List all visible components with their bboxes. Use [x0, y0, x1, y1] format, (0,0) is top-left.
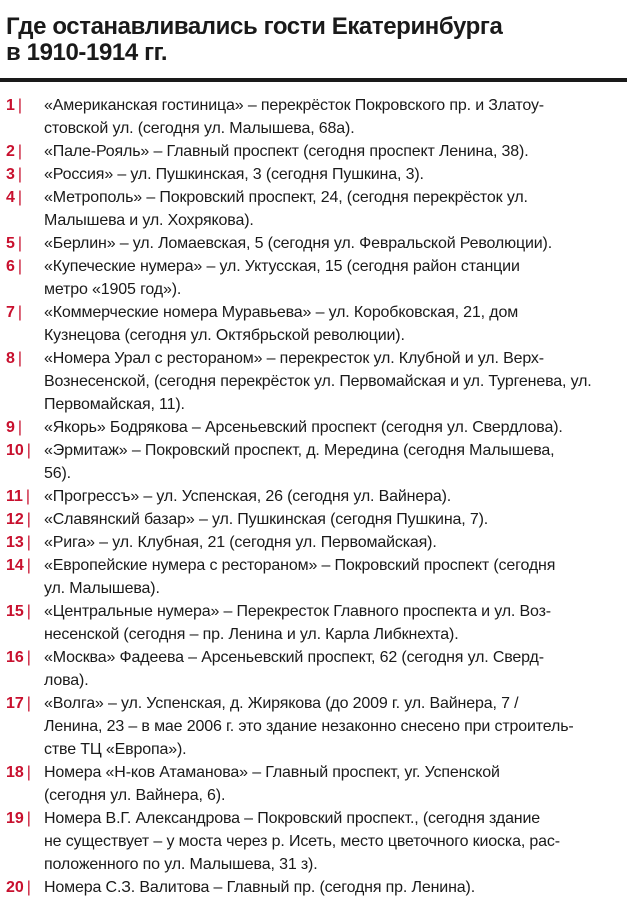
item-text: Номера С.З. Валитова – Главный пр. (сегодня пр. Ленина).: [44, 879, 475, 896]
item-text: «Берлин» – ул. Ломаевская, 5 (сегодня ул. Февральской Революции).: [44, 235, 553, 252]
item-number-value: 14: [6, 557, 24, 574]
item-number: [6, 761, 44, 784]
item-number: [6, 646, 44, 669]
title-divider: [0, 78, 627, 82]
item-text: «Центральные нумера» – Перекресток Главного проспекта и ул. Воз- несенской (сегодня – пр. Ленина и ул. Карла Либкнехта).: [44, 603, 551, 643]
item-text: «Метрополь» – Покровский проспект, 24, (сегодня перекрёсток ул. Малышева и ул. Хохрякова).: [44, 189, 528, 229]
item-number-value: 11: [6, 488, 23, 505]
item-separator: |: [26, 442, 31, 459]
item-text: «Рига» – ул. Клубная, 21 (сегодня ул. Первомайская).: [44, 534, 437, 551]
item-text: Номера В.Г. Александрова – Покровский проспект., (сегодня здание не существует – у моста через р. Исеть, место цветочного киоска, рас- положенного по ул. Малышева, 31 з).: [44, 810, 560, 873]
item-number: [6, 600, 44, 623]
item-separator: |: [26, 695, 31, 712]
item-number: [6, 508, 44, 531]
list-item: [6, 94, 623, 140]
item-number-value: 20: [6, 879, 24, 896]
item-number-value: 1: [6, 97, 15, 114]
item-text: «Коммерческие номера Муравьева» – ул. Коробковская, 21, дом Кузнецова (сегодня ул. Октябрьской революции).: [44, 304, 519, 344]
item-text: «Якорь» Бодрякова – Арсеньевский проспект (сегодня ул. Свердлова).: [44, 419, 563, 436]
item-number: [6, 807, 44, 830]
item-number-value: 2: [6, 143, 15, 160]
list-item: [6, 140, 623, 163]
item-separator: |: [26, 534, 31, 551]
item-separator: |: [17, 304, 23, 321]
item-separator: |: [26, 557, 31, 574]
item-number: [6, 554, 44, 577]
item-separator: |: [25, 488, 31, 505]
list-item: [6, 232, 623, 255]
item-text: Номера «Н-ков Атаманова» – Главный проспект, уг. Успенской (сегодня ул. Вайнера, 6).: [44, 764, 500, 804]
hotel-list: [6, 94, 623, 899]
item-number-value: 12: [6, 511, 24, 528]
page-title-line-1: Где останавливались гости Екатеринбурга: [6, 13, 503, 40]
item-number: [6, 301, 44, 324]
item-separator: |: [17, 166, 23, 183]
item-number: [6, 347, 44, 370]
item-text: «Эрмитаж» – Покровский проспект, д. Мередина (сегодня Малышева, 56).: [44, 442, 555, 482]
list-item: [6, 416, 623, 439]
item-number: [6, 876, 44, 899]
list-item: [6, 163, 623, 186]
item-number-value: 10: [6, 442, 24, 459]
item-number: [6, 94, 44, 117]
item-separator: |: [17, 143, 23, 160]
list-item: [6, 876, 623, 899]
item-number-value: 8: [6, 350, 15, 367]
item-text: «Прогрессъ» – ул. Успенская, 26 (сегодня ул. Вайнера).: [44, 488, 452, 505]
item-separator: |: [17, 419, 23, 436]
item-number-value: 13: [6, 534, 24, 551]
item-number-value: 16: [6, 649, 24, 666]
list-item: [6, 807, 623, 876]
item-separator: |: [17, 97, 23, 114]
item-text: «Европейские нумера с рестораном» – Покровский проспект (сегодня ул. Малышева).: [44, 557, 556, 597]
item-separator: |: [26, 810, 31, 827]
list-item: [6, 485, 623, 508]
item-number-value: 4: [6, 189, 15, 206]
list-item: [6, 692, 623, 761]
list-item: [6, 531, 623, 554]
list-item: [6, 761, 623, 807]
item-text: «Американская гостиница» – перекрёсток Покровского пр. и Златоу- стовской ул. (сегодня ул. Малышева, 68а).: [44, 97, 544, 137]
list-item: [6, 554, 623, 600]
list-item: [6, 301, 623, 347]
list-item: [6, 186, 623, 232]
item-number-value: 5: [6, 235, 15, 252]
item-number: [6, 255, 44, 278]
item-number-value: 6: [6, 258, 15, 275]
item-number: [6, 439, 44, 462]
item-separator: |: [26, 879, 31, 896]
item-separator: |: [26, 603, 31, 620]
item-number-value: 7: [6, 304, 15, 321]
item-number: [6, 531, 44, 554]
item-text: «Славянский базар» – ул. Пушкинская (сегодня Пушкина, 7).: [44, 511, 489, 528]
list-item: [6, 255, 623, 301]
item-number: [6, 692, 44, 715]
list-item: [6, 600, 623, 646]
item-number: [6, 416, 44, 439]
page-title: [6, 14, 623, 66]
item-number: [6, 485, 44, 508]
item-text: «Волга» – ул. Успенская, д. Жирякова (до 2009 г. ул. Вайнера, 7 / Ленина, 23 – в мае 2006 г. это здание незаконно снесено при строитель- стве ТЦ «Европа»).: [44, 695, 574, 758]
list-item: [6, 347, 623, 416]
item-separator: |: [17, 350, 23, 367]
list-item: [6, 646, 623, 692]
item-separator: |: [26, 764, 31, 781]
item-number: [6, 232, 44, 255]
item-text: «Россия» – ул. Пушкинская, 3 (сегодня Пушкина, 3).: [44, 166, 424, 183]
item-number: [6, 186, 44, 209]
item-text: «Номера Урал с рестораном» – перекресток ул. Клубной и ул. Верх- Вознесенской, (сегодня перекрёсток ул. Первомайская и ул. Тургенева, ул. Первомайская, 11).: [44, 350, 592, 413]
page-title-line-2: в 1910-1914 гг.: [6, 39, 168, 66]
item-separator: |: [17, 258, 23, 275]
item-text: «Пале-Рояль» – Главный проспект (сегодня проспект Ленина, 38).: [44, 143, 529, 160]
item-number-value: 18: [6, 764, 24, 781]
item-number-value: 15: [6, 603, 24, 620]
item-number: [6, 140, 44, 163]
item-text: «Москва» Фадеева – Арсеньевский проспект, 62 (сегодня ул. Сверд- лова).: [44, 649, 544, 689]
item-number-value: 9: [6, 419, 15, 436]
item-number-value: 3: [6, 166, 15, 183]
item-number-value: 19: [6, 810, 24, 827]
item-separator: |: [17, 189, 23, 206]
item-number: [6, 163, 44, 186]
item-text: «Купеческие нумера» – ул. Уктусская, 15 (сегодня район станции метро «1905 год»).: [44, 258, 520, 298]
list-item: [6, 508, 623, 531]
list-item: [6, 439, 623, 485]
item-separator: |: [17, 235, 23, 252]
item-number-value: 17: [6, 695, 24, 712]
item-separator: |: [26, 649, 31, 666]
item-separator: |: [26, 511, 31, 528]
